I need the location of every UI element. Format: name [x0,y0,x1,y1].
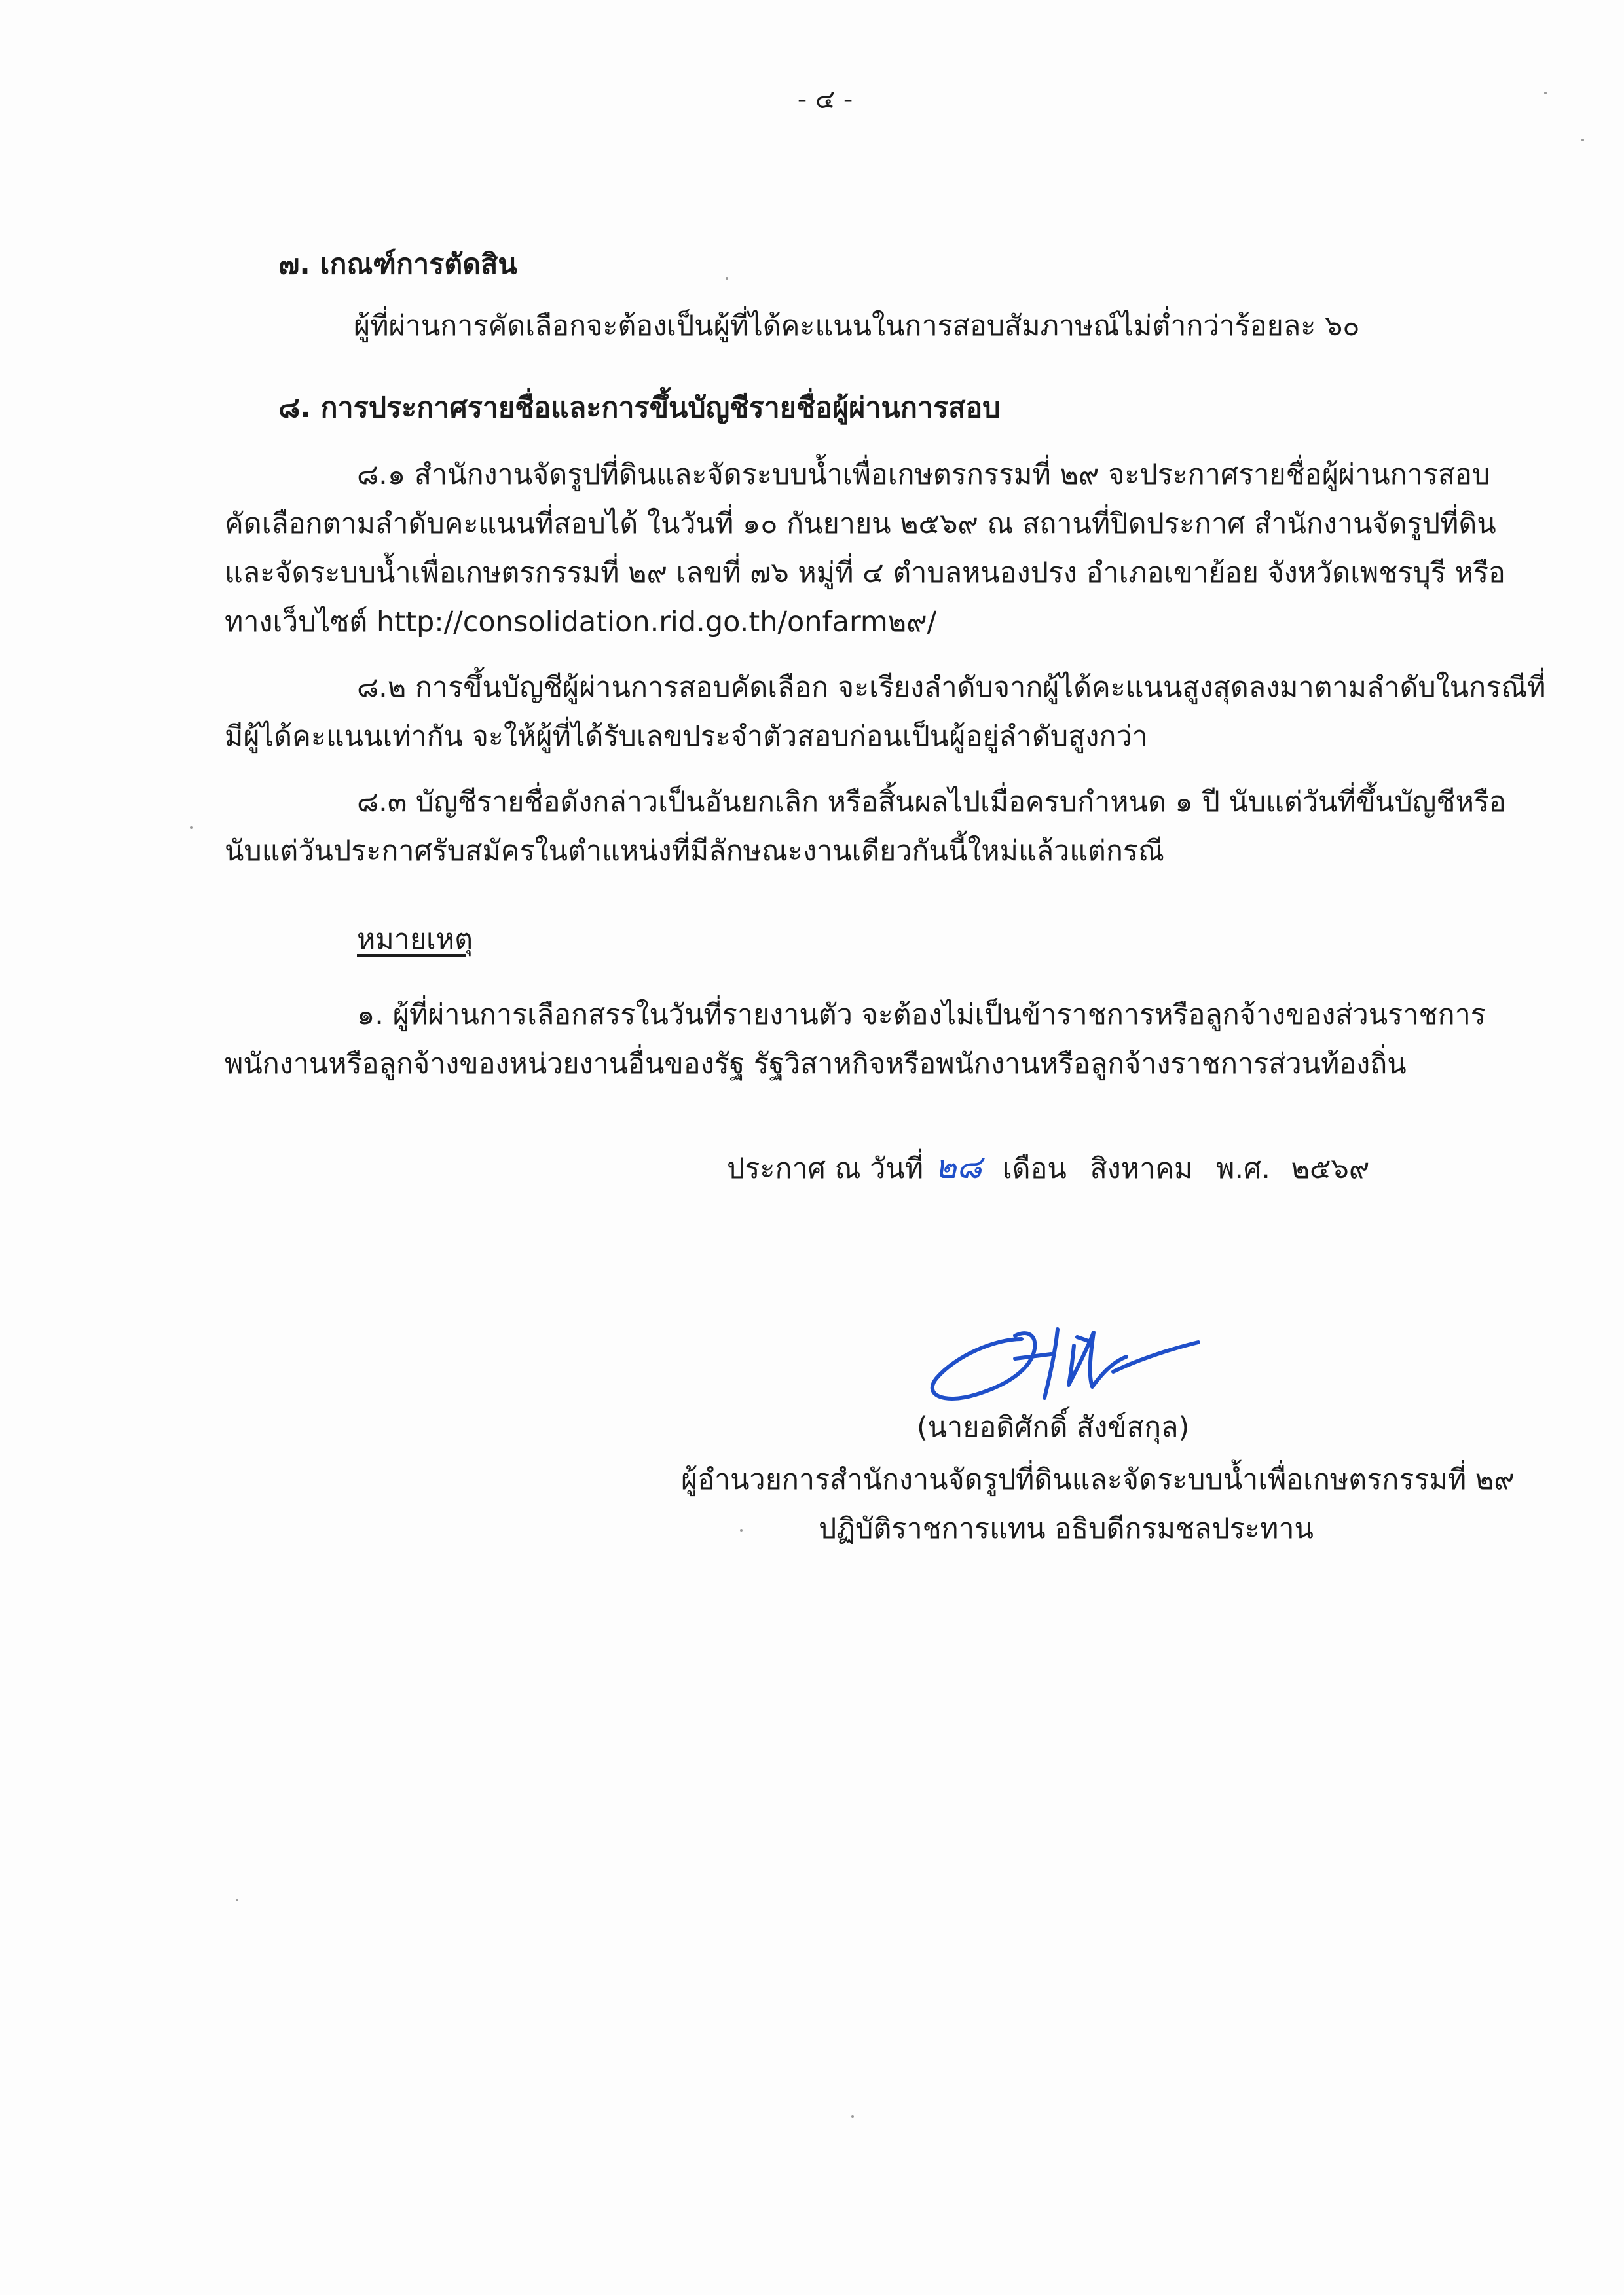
item-8-1-line-1: ๘.๑ สำนักงานจัดรูปที่ดินและจัดระบบน้ำเพื่อเกษตรกรรมที่ ๒๙ จะประกาศรายชื่อผู้ผ่านการสอบ [357,458,1490,491]
item-8-3-line-1: ๘.๓ บัญชีรายชื่อดังกล่าวเป็นอันยกเลิก หรือสิ้นผลไปเมื่อครบกำหนด ๑ ปี นับแต่วันที่ขึ้นบัญชีหรือ [357,786,1506,818]
item-8-2-line-1: ๘.๒ การขึ้นบัญชีผู้ผ่านการสอบคัดเลือก จะเรียงลำดับจากผู้ได้คะแนนสูงสุดลงมาตามลำดับในกรณีที่ [357,671,1546,704]
item-8-1-line-2: คัดเลือกตามลำดับคะแนนที่สอบได้ ในวันที่ ๑๐ กันยายน ๒๕๖๙ ณ สถานที่ปิดประกาศ สำนักงานจัดรูปที่ดิน [225,507,1496,540]
scan-speck [236,1899,238,1901]
signer-position: ผู้อำนวยการสำนักงานจัดรูปที่ดินและจัดระบบน้ำเพื่อเกษตรกรรมที่ ๒๙ [681,1463,1515,1496]
remarks-heading: หมายเหตุ [357,923,473,956]
item-8-2-line-2: มีผู้ได้คะแนนเท่ากัน จะให้ผู้ที่ได้รับเลขประจำตัวสอบก่อนเป็นผู้อยู่ลำดับสูงกว่า [225,720,1148,753]
item-8-1-line-4: ทางเว็บไซต์ http://consolidation.rid.go.th/onfarm๒๙/ [225,606,937,638]
handwritten-day: ๒๘ [934,1148,982,1186]
section-8-heading: ๘. การประกาศรายชื่อและการขึ้นบัญชีรายชื่อผู้ผ่านการสอบ [278,392,1001,424]
announcement-date [727,1147,1369,1188]
month-label: เดือน [1002,1152,1067,1185]
month-value: สิงหาคม [1090,1152,1193,1185]
scan-speck [190,826,193,829]
scan-speck [740,1529,743,1532]
date-prefix: ประกาศ ณ วันที่ [727,1152,924,1185]
signer-acting-for: ปฏิบัติราชการแทน อธิบดีกรมชลประทาน [819,1513,1314,1545]
scan-speck [1581,139,1584,141]
scan-speck [726,277,728,280]
year-label: พ.ศ. [1216,1152,1270,1185]
page-number: - ๔ - [797,84,853,115]
remark-1-line-1: ๑. ผู้ที่ผ่านการเลือกสรรในวันที่รายงานตัว จะต้องไม่เป็นข้าราชการหรือลูกจ้างของส่วนราชการ [357,999,1486,1031]
signer-name: (นายอดิศักดิ์ สังข์สกุล) [917,1411,1190,1444]
section-7-heading: ๗. เกณฑ์การตัดสิน [278,248,517,281]
scan-speck [1544,92,1547,94]
item-8-3-line-2: นับแต่วันประกาศรับสมัครในตำแหน่งที่มีลักษณะงานเดียวกันนี้ใหม่แล้วแต่กรณี [225,835,1164,868]
year-value: ๒๕๖๙ [1291,1152,1370,1185]
handwritten-signature [917,1310,1205,1414]
section-7-body: ผู้ที่ผ่านการคัดเลือกจะต้องเป็นผู้ที่ได้คะแนนในการสอบสัมภาษณ์ไม่ต่ำกว่าร้อยละ ๖๐ [354,310,1360,342]
remark-1-line-2: พนักงานหรือลูกจ้างของหน่วยงานอื่นของรัฐ รัฐวิสาหกิจหรือพนักงานหรือลูกจ้างราชการส่วนท้องถิ่น [225,1048,1407,1080]
item-8-1-line-3: และจัดระบบน้ำเพื่อเกษตรกรรมที่ ๒๙ เลขที่ ๗๖ หมู่ที่ ๔ ตำบลหนองปรง อำเภอเขาย้อย จังหวัดเพชรบุรี หรือ [225,557,1505,589]
scan-speck [851,2115,854,2118]
